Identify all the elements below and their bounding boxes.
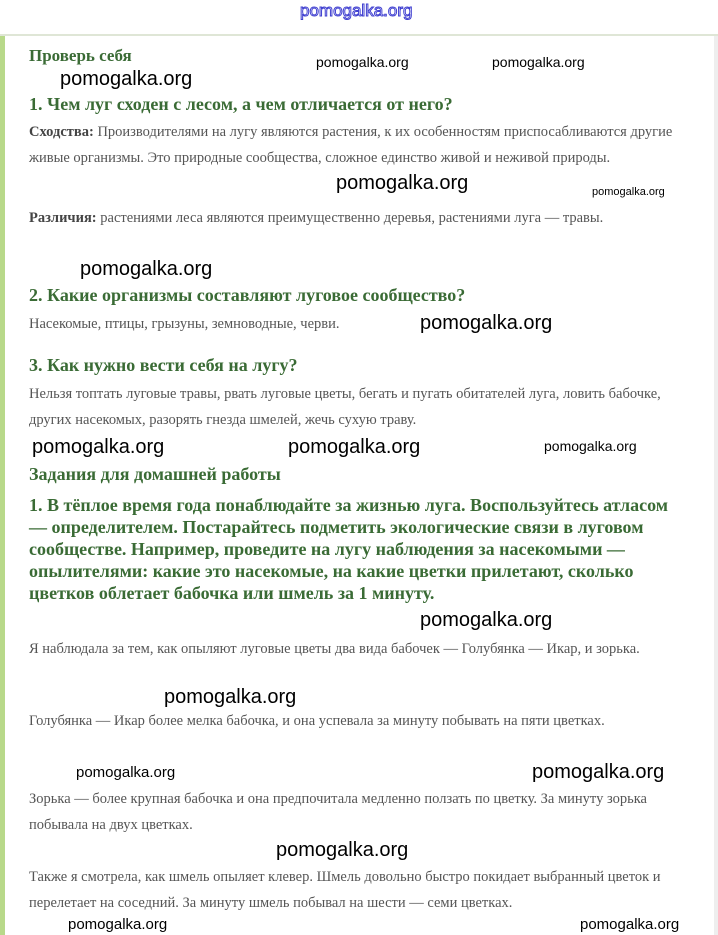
- answer-1-similarities: [29, 119, 679, 171]
- watermark: pomogalka.org: [420, 312, 553, 334]
- section-title: Проверь себя: [29, 46, 132, 65]
- answer-1-differences: [29, 205, 679, 231]
- question-1: 1. Чем луг сходен с лесом, а чем отличается от него?: [29, 94, 453, 114]
- watermark: pomogalka.org: [492, 54, 585, 70]
- answer-2: Насекомые, птицы, грызуны, земноводные, черви.: [29, 316, 340, 332]
- section-title-homework: Задания для домашней работы: [29, 464, 281, 484]
- paragraph: Голубянка — Икар более мелка бабочка, и она успевала за минуту побывать на пяти цветках.: [29, 713, 605, 729]
- paragraph: Я наблюдала за тем, как опыляют луговые цветы два вида бабочек — Голубянка — Икар, и зорька.: [29, 641, 640, 657]
- watermark: pomogalka.org: [336, 172, 469, 194]
- watermark: pomogalka.org: [580, 916, 680, 933]
- paragraph: Также я смотрела, как шмель опыляет клевер. Шмель довольно быстро покидает выбранный цветок и перелетает на соседний. За минуту шмель побывал на шести — семи цветках.: [29, 869, 661, 911]
- watermark: pomogalka.org: [316, 54, 409, 70]
- text: растениями леса являются преимущественно деревья, растениями луга — травы.: [96, 210, 604, 226]
- watermark: pomogalka.org: [164, 686, 297, 708]
- question-2: 2. Какие организмы составляют луговое сообщество?: [29, 285, 466, 305]
- watermark: pomogalka.org: [532, 761, 665, 783]
- task-1: 1. В тёплое время года понаблюдайте за жизнью луга. Воспользуйтесь атласом — определителем. Постарайтесь подметить экологические связи в луговом сообществе. Например, проведите на лугу наблюдения за насекомыми — опылителями: какие это насекомые, на какие цветки прилетают, сколько цветков облетает бабочка или шмель за 1 минуту.: [29, 495, 669, 603]
- watermark: pomogalka.org: [76, 764, 176, 781]
- label: Сходства:: [29, 124, 94, 140]
- watermark: pomogalka.org: [80, 258, 213, 280]
- watermark: pomogalka.org: [544, 438, 637, 454]
- right-border: [714, 36, 718, 935]
- text: Производителями на лугу являются растения, к их особенностям приспосабливаются другие живые организмы. Это природные сообщества, сложное единство живой и неживой природы.: [29, 124, 673, 166]
- paragraph: Зорька — более крупная бабочка и она предпочитала медленно ползать по цветку. За минуту зорька побывала на двух цветках.: [29, 791, 647, 833]
- watermark: pomogalka.org: [60, 68, 193, 90]
- watermark: pomogalka.org: [276, 839, 409, 861]
- label: Различия:: [29, 210, 97, 226]
- watermark: pomogalka.org: [592, 186, 665, 198]
- watermark: pomogalka.org: [288, 436, 421, 458]
- watermark: pomogalka.org: [420, 609, 553, 631]
- answer-3: Нельзя топтать луговые травы, рвать луговые цветы, бегать и пугать обитателей луга, ловить бабочке, других насекомых, разорять гнезда шмелей, жечь сухую траву.: [29, 386, 661, 428]
- watermark: pomogalka.org: [300, 1, 413, 20]
- watermark: pomogalka.org: [68, 916, 168, 933]
- question-3: 3. Как нужно вести себя на лугу?: [29, 355, 298, 375]
- left-border: [0, 36, 5, 935]
- watermark: pomogalka.org: [32, 436, 165, 458]
